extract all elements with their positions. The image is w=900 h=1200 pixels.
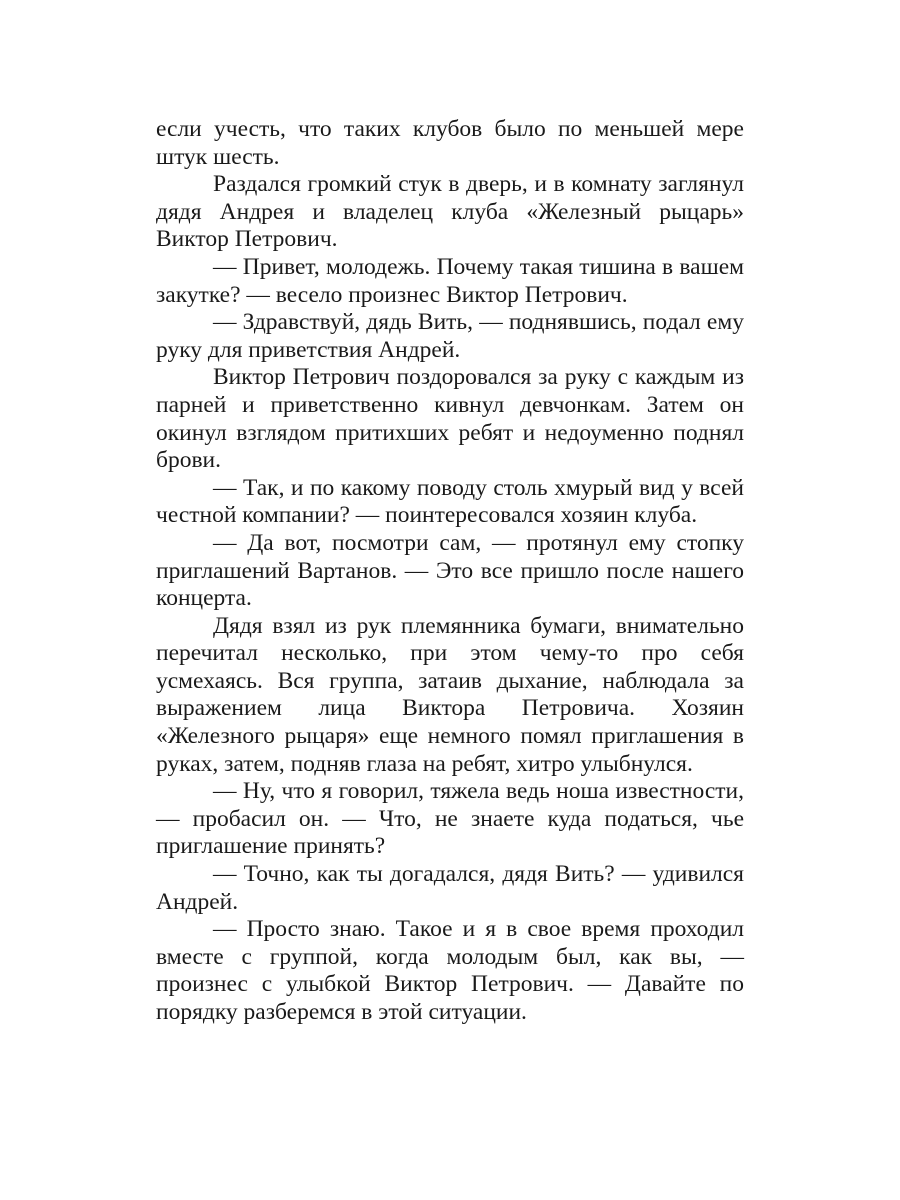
paragraph-dialogue: — Привет, молодежь. Почему такая тишина в вашем закутке? — весело произнес Виктор Петрович. bbox=[156, 253, 744, 308]
paragraph-dialogue: — Здравствуй, дядь Вить, — поднявшись, подал ему руку для приветствия Андрей. bbox=[156, 309, 744, 363]
book-page-text bbox=[156, 116, 744, 1027]
paragraph: Дядя взял из рук племянника бумаги, внимательно перечитал несколько, при этом чему-то про себя усмехаясь. Вся группа, затаив дыхание, наблюдала за выражением лица Виктора Петровича. Хозяин «Железного рыцаря» еще немного помял приглашения в руках, затем, подняв глаза на ребят, хитро улыбнулся. bbox=[156, 612, 744, 777]
paragraph-dialogue: — Ну, что я говорил, тяжела ведь ноша известности, — пробасил он. — Что, не знаете куда податься, чье приглашение принять? bbox=[156, 778, 744, 860]
paragraph-dialogue: — Просто знаю. Такое и я в свое время проходил вместе с группой, когда молодым был, как вы, — произнес с улыбкой Виктор Петрович. — Давайте по порядку разберемся в этой ситуации. bbox=[156, 916, 744, 1025]
paragraph-continuation: если учесть, что таких клубов было по меньшей мере штук шесть. bbox=[156, 116, 744, 170]
paragraph: Раздался громкий стук в дверь, и в комнату заглянул дядя Андрея и владелец клуба «Железный рыцарь» Виктор Петрович. bbox=[156, 171, 744, 253]
paragraph-dialogue: — Да вот, посмотри сам, — протянул ему стопку приглашений Вартанов. — Это все пришло после нашего концерта. bbox=[156, 529, 744, 612]
paragraph-dialogue: — Так, и по какому поводу столь хмурый вид у всей честной компании? — поинтересовался хозяин клуба. bbox=[156, 474, 744, 529]
paragraph-dialogue: — Точно, как ты догадался, дядя Вить? — удивился Андрей. bbox=[156, 861, 744, 915]
paragraph: Виктор Петрович поздоровался за руку с каждым из парней и приветственно кивнул девчонкам. Затем он окинул взглядом притихших ребят и недоуменно поднял брови. bbox=[156, 364, 744, 474]
